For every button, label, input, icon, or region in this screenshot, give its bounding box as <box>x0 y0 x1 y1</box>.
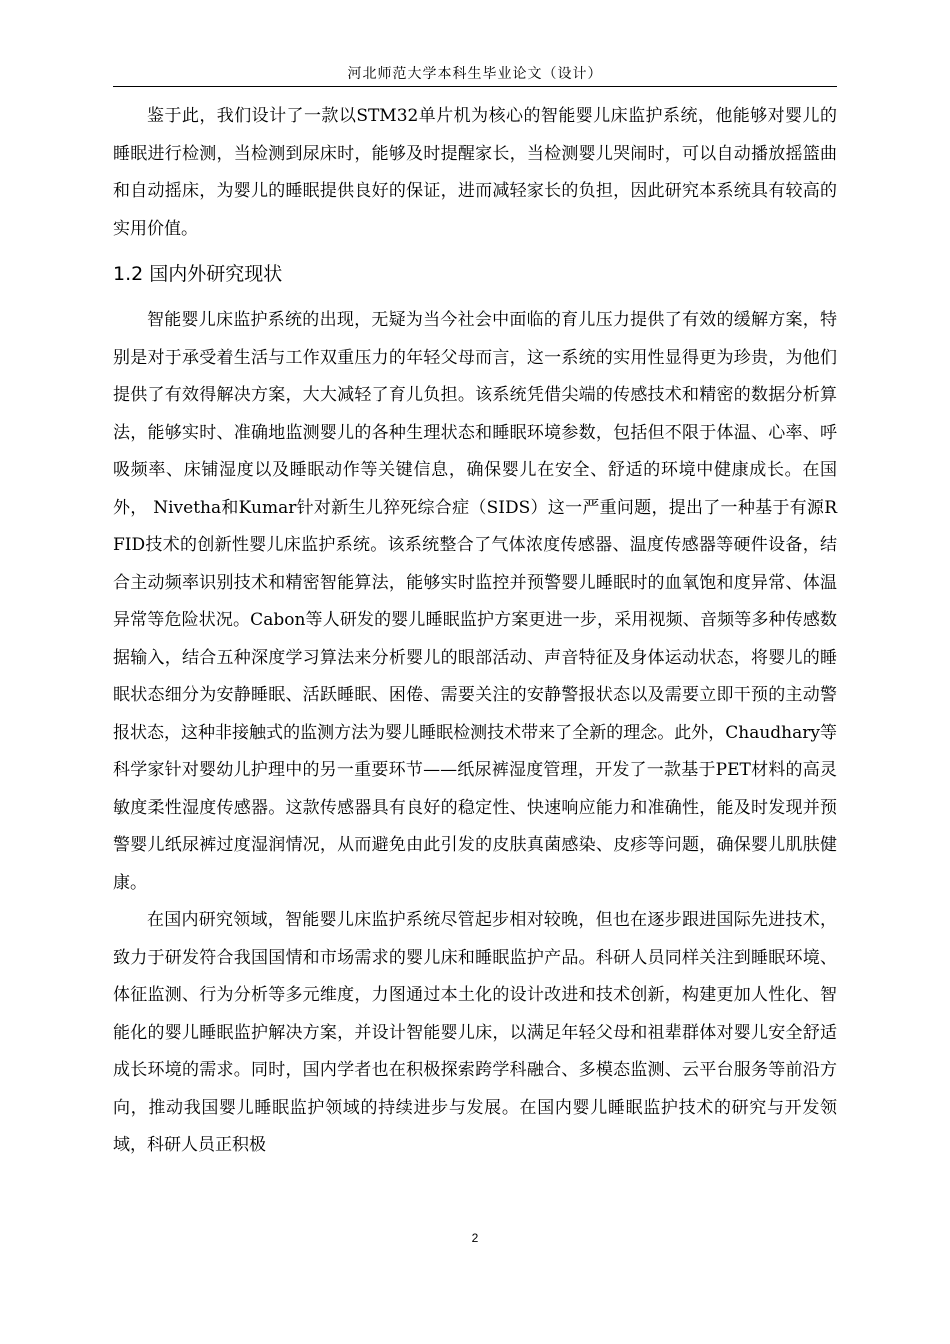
paragraph-motivation: 鉴于此，我们设计了一款以STM32单片机为核心的智能婴儿床监护系统，他能够对婴儿的睡眠进行检测，当检测到尿床时，能够及时提醒家长，当检测婴儿哭闹时，可以自动播放摇篮曲和自动摇床，为婴儿的睡眠提供良好的保证，进而减轻家长的负担，因此研究本系统具有较高的实用价值。 <box>113 106 837 239</box>
paragraph-foreign-research: 智能婴儿床监护系统的出现，无疑为当今社会中面临的育儿压力提供了有效的缓解方案，特别是对于承受着生活与工作双重压力的年轻父母而言，这一系统的实用性显得更为珍贵，为他们提供了有效得解决方案，大大减轻了育儿负担。该系统凭借尖端的传感技术和精密的数据分析算法，能够实时、准确地监测婴儿的各种生理状态和睡眠环境参数，包括但不限于体温、心率、呼吸频率、床铺湿度以及睡眠动作等关键信息，确保婴儿在安全、舒适的环境中健康成长。在国外， Nivetha和Kumar针对新生儿猝死综合症（SIDS）这一严重问题，提出了一种基于有源RFID技术的创新性婴儿床监护系统。该系统整合了气体浓度传感器、温度传感器等硬件设备，结合主动频率识别技术和精密智能算法，能够实时监控并预警婴儿睡眠时的血氧饱和度异常、体温异常等危险状况。Cabon等人研发的婴儿睡眠监护方案更进一步，采用视频、音频等多种传感数据输入，结合五种深度学习算法来分析婴儿的眼部活动、声音特征及身体运动状态，将婴儿的睡眠状态细分为安静睡眠、活跃睡眠、困倦、需要关注的安静警报状态以及需要立即干预的主动警报状态，这种非接触式的监测方法为婴儿睡眠检测技术带来了全新的理念。此外，Chaudhary等科学家针对婴幼儿护理中的另一重要环节——纸尿裤湿度管理，开发了一款基于PET材料的高灵敏度柔性湿度传感器。这款传感器具有良好的稳定性、快速响应能力和准确性，能及时发现并预警婴儿纸尿裤过度湿润情况，从而避免由此引发的皮肤真菌感染、皮疹等问题，确保婴儿肌肤健康。 <box>113 310 837 893</box>
section-heading: 1.2 国内外研究现状 <box>113 263 283 285</box>
running-header: 河北师范大学本科生毕业论文（设计） <box>347 66 603 82</box>
body-content <box>113 98 837 1165</box>
paragraph-domestic-research: 在国内研究领域，智能婴儿床监护系统尽管起步相对较晚，但也在逐步跟进国际先进技术，致力于研发符合我国国情和市场需求的婴儿床和睡眠监护产品。科研人员同样关注到睡眠环境、体征监测、行为分析等多元维度，力图通过本土化的设计改进和技术创新，构建更加人性化、智能化的婴儿睡眠监护解决方案，并设计智能婴儿床，以满足年轻父母和祖辈群体对婴儿安全舒适成长环境的需求。同时，国内学者也在积极探索跨学科融合、多模态监测、云平台服务等前沿方向，推动我国婴儿睡眠监护领域的持续进步与发展。在国内婴儿睡眠监护技术的研究与开发领域，科研人员正积极 <box>113 910 837 1155</box>
page-number: 2 <box>471 1231 479 1245</box>
header-divider <box>113 86 837 87</box>
